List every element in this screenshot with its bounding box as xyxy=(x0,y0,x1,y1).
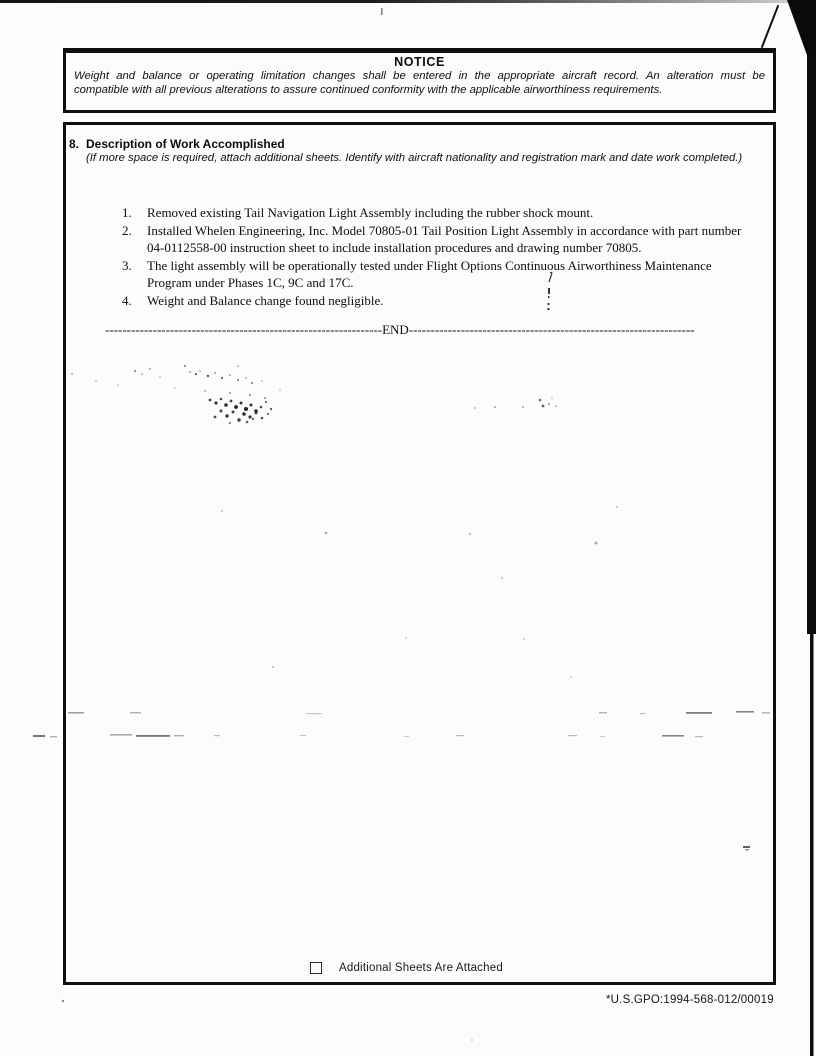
end-dashes-left: ---------------------------------------------------------------- xyxy=(105,322,383,337)
end-of-description-marker xyxy=(105,322,765,338)
work-entry xyxy=(122,222,773,257)
gpo-print-number: *U.S.GPO:1994-568-012/00019 xyxy=(606,994,774,1006)
entry-number: 3. xyxy=(122,257,132,273)
entry-text: Removed existing Tail Navigation Light Assembly including the rubber shock mount. xyxy=(147,205,594,220)
work-entries-list xyxy=(122,204,773,309)
notice-body xyxy=(66,69,773,97)
entry-number: 1. xyxy=(122,205,132,220)
end-dashes-right: ------------------------------------------------------------------ xyxy=(408,322,695,337)
additional-sheets-checkbox[interactable] xyxy=(310,962,322,974)
entry-text: The light assembly will be operationally tested under Flight Options Continuous Airworthiness Maintenance Program under Phases 1C, 9C and 17C. xyxy=(147,257,712,290)
notice-title: NOTICE xyxy=(394,55,445,69)
section-number: 8. xyxy=(69,137,80,151)
notice-body-line1: Weight and balance or operating limitation changes shall be entered in the appropriate aircraft record. An alteration must be xyxy=(74,70,765,82)
entry-number: 4. xyxy=(122,292,132,308)
corner-fold-triangle xyxy=(787,0,816,80)
section-instructions: (If more space is required, attach additional sheets. Identify with aircraft nationality and registration mark and date work completed.) xyxy=(86,152,743,164)
work-entry xyxy=(122,292,773,310)
entry-text: Installed Whelen Engineering, Inc. Model 70805-01 Tail Position Light Assembly in accordance with part number 04-0112558-00 instruction sheet to include installation procedures and drawing number 70805. xyxy=(147,222,742,255)
right-edge-scan-bar xyxy=(807,52,816,1056)
notice-box xyxy=(63,48,776,113)
notice-body-line2: compatible with all previous alterations to assure continued conformity with the applicable airworthiness requirements. xyxy=(74,83,663,96)
entry-number: 2. xyxy=(122,222,132,238)
additional-sheets-label: Additional Sheets Are Attached xyxy=(339,962,503,974)
work-entry xyxy=(122,257,773,292)
end-label: END xyxy=(382,322,409,337)
work-entry xyxy=(122,204,773,222)
top-edge-scan-line xyxy=(0,0,812,15)
entry-text: Weight and Balance change found negligible. xyxy=(147,292,384,308)
description-of-work-box xyxy=(63,122,776,985)
section-heading: Description of Work Accomplished xyxy=(86,137,285,151)
section-8-header xyxy=(66,125,773,164)
additional-sheets-row xyxy=(310,962,503,974)
stray-pen-stroke xyxy=(762,6,778,47)
